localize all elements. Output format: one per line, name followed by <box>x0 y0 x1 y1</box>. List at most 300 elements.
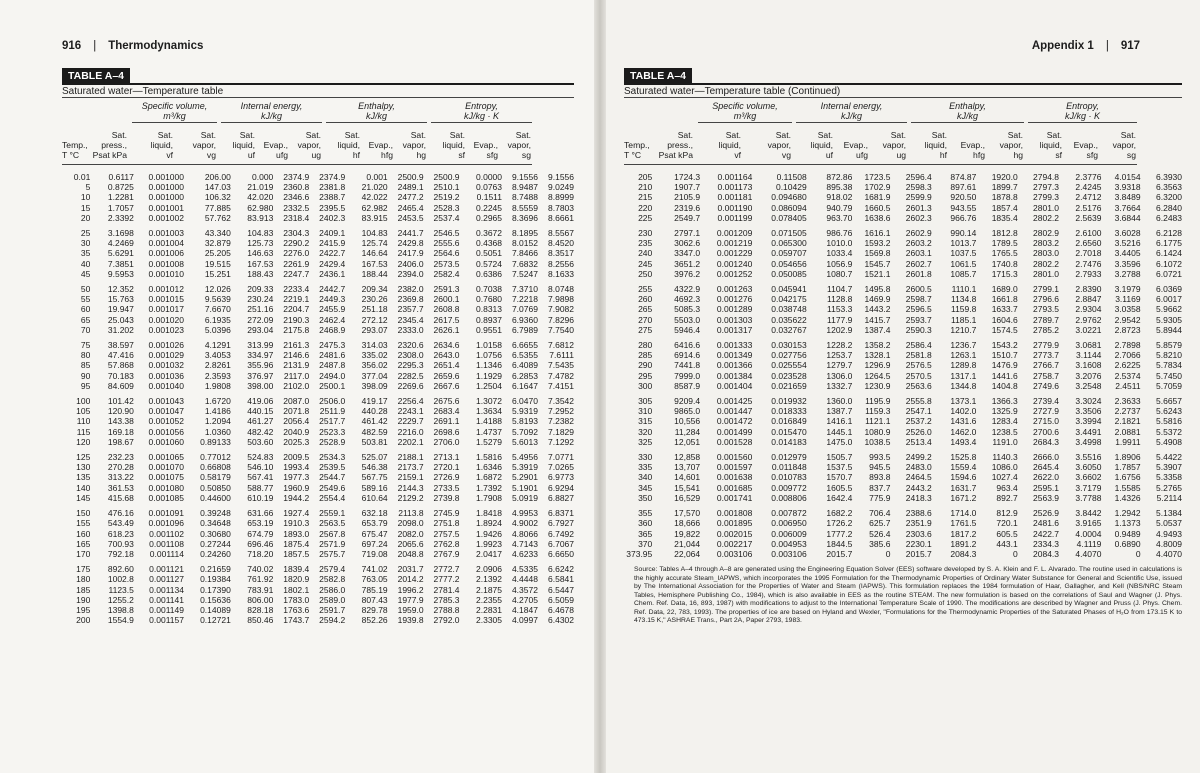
table-row <box>62 574 574 584</box>
table-cell-hg: 2799.3 <box>1033 192 1060 203</box>
table-cell-press: 21,044 <box>674 538 701 549</box>
table-cell-hg: 2691.1 <box>433 416 460 427</box>
table-cell-hg: 2481.6 <box>1033 518 1060 529</box>
table-cell-uf: 125.73 <box>247 238 274 249</box>
table-cell-ug: 2517.7 <box>319 416 346 427</box>
table-cell-uf: 293.04 <box>247 324 274 335</box>
table-cell-sf: 0.4368 <box>476 238 503 249</box>
table-cell-temp: 210 <box>638 182 653 193</box>
table-cell-sg: 7.5435 <box>548 360 574 371</box>
table-cell-hf: 1891.2 <box>950 538 977 549</box>
table-row <box>624 325 1182 335</box>
table-cell-sg: 7.8296 <box>548 314 574 325</box>
table-row <box>624 192 1182 202</box>
table-cell-hfg: 1366.3 <box>991 396 1018 407</box>
table-cell-hfg: 1633.7 <box>991 304 1018 315</box>
table-cell-vg: 0.078405 <box>771 212 807 223</box>
table-cell-press: 7999.0 <box>674 370 701 381</box>
table-cell-ufg: 1264.5 <box>864 370 891 381</box>
table-cell-hf: 632.18 <box>361 508 388 519</box>
table-row <box>62 248 574 258</box>
table-cell-sg: 6.0017 <box>1156 294 1182 305</box>
table-cell-hf: 785.19 <box>361 584 388 595</box>
table-cell-temp: 290 <box>638 360 653 371</box>
right-col-header-hf: Sat. liquid, hf <box>924 130 947 161</box>
table-cell-hg: 2733.5 <box>433 482 460 493</box>
table-cell-ufg: 2304.3 <box>283 228 310 239</box>
table-cell-ufg: 1763.6 <box>283 604 310 615</box>
table-row <box>62 182 574 192</box>
table-cell-sg: 7.1292 <box>548 436 574 447</box>
table-row <box>62 304 574 314</box>
table-cell-sg: 5.7450 <box>1156 370 1182 381</box>
table-cell-uf: 419.06 <box>247 396 274 407</box>
left-running-title: Thermodynamics <box>108 40 204 52</box>
table-cell-sg: 5.2765 <box>1156 482 1182 493</box>
table-cell-vf: 0.001317 <box>716 324 753 335</box>
table-cell-ufg: 1875.4 <box>283 538 310 549</box>
table-cell-ug: 2513.4 <box>905 436 932 447</box>
table-cell-vf: 0.001026 <box>148 340 184 351</box>
table-cell-sf: 3.6602 <box>1075 472 1102 483</box>
table-cell-sfg: 0 <box>1135 548 1141 559</box>
table-row <box>624 360 1182 370</box>
table-cell-ufg: 0 <box>885 548 891 559</box>
table-cell-ufg: 2276.0 <box>283 248 310 259</box>
table-cell-hf: 741.02 <box>361 564 388 575</box>
table-cell-sg: 5.5816 <box>1156 416 1182 427</box>
table-cell-hf: 525.07 <box>361 452 388 463</box>
table-cell-vf: 0.001447 <box>716 406 753 417</box>
table-cell-hf: 209.34 <box>361 284 388 295</box>
table-cell-vf: 0.001149 <box>149 604 184 615</box>
table-cell-temp: 70 <box>80 324 91 335</box>
table-cell-sf: 2.6560 <box>1075 238 1102 249</box>
table-cell-hg: 2555.6 <box>433 238 460 249</box>
table-row <box>624 304 1182 314</box>
table-cell-hfg: 1604.6 <box>991 314 1018 325</box>
table-cell-sf: 4.0004 <box>1075 528 1102 539</box>
table-cell-sf: 0.6386 <box>476 268 503 279</box>
table-cell-sf: 4.1119 <box>1076 538 1102 549</box>
table-cell-ufg: 1121.1 <box>865 416 891 427</box>
table-cell-sg: 5.0537 <box>1156 518 1182 529</box>
table-cell-temp: 270 <box>638 314 653 325</box>
table-cell-sfg: 1.9911 <box>1115 436 1141 447</box>
table-cell-hfg: 2417.9 <box>397 248 424 259</box>
left-col-header-hf: Sat. liquid, hf <box>337 130 360 161</box>
table-cell-sf: 3.4998 <box>1075 436 1102 447</box>
table-cell-sf: 0.2245 <box>476 202 503 213</box>
table-cell-hfg: 1543.2 <box>991 340 1018 351</box>
table-cell-temp: 220 <box>638 202 653 213</box>
table-cell-sfg: 3.6028 <box>1114 228 1141 239</box>
table-cell-sg: 6.4678 <box>548 604 574 615</box>
table-cell-hfg: 1510.7 <box>991 350 1018 361</box>
right-data-table <box>624 172 1182 559</box>
table-cell-sfg: 4.1847 <box>511 604 538 615</box>
table-cell-hfg: 1977.9 <box>397 594 424 605</box>
table-cell-sf: 0.1511 <box>476 192 503 203</box>
table-cell-vf: 0.001741 <box>716 492 753 503</box>
table-cell-uf: 1844.5 <box>826 538 853 549</box>
table-cell-uf: 1605.5 <box>826 482 853 493</box>
table-cell-uf: 2015.7 <box>826 548 853 559</box>
table-cell-uf: 482.42 <box>247 426 274 437</box>
table-cell-ufg: 2161.3 <box>283 340 310 351</box>
left-col-header-uf: Sat. liquid, uf <box>232 130 255 161</box>
table-cell-sfg: 3.1169 <box>1115 294 1141 305</box>
table-cell-ufg: 2318.4 <box>283 212 310 223</box>
table-cell-ug: 2575.7 <box>319 548 346 559</box>
table-cell-press: 5503.0 <box>674 314 701 325</box>
table-cell-hfg: 2159.1 <box>397 472 424 483</box>
table-cell-sg: 5.8944 <box>1156 324 1182 335</box>
table-row <box>624 437 1182 447</box>
left-col-header-ug: Sat. vapor, ug <box>297 130 321 161</box>
table-cell-hg: 2802.2 <box>1033 258 1060 269</box>
table-cell-sg: 5.1384 <box>1156 508 1182 519</box>
table-cell-sfg: 4.2705 <box>511 594 538 605</box>
table-cell-uf: 461.27 <box>247 416 274 427</box>
table-cell-sfg: 7.6832 <box>511 258 538 269</box>
table-cell-hg: 2802.2 <box>1033 212 1060 223</box>
table-cell-sfg: 8.0152 <box>511 238 538 249</box>
table-cell-sfg: 2.6225 <box>1114 360 1141 371</box>
table-cell-sfg: 7.2218 <box>511 294 538 305</box>
table-cell-sfg: 8.5559 <box>511 202 538 213</box>
table-cell-vg: 77.885 <box>204 202 231 213</box>
table-cell-vg: 0.34648 <box>200 518 231 529</box>
table-cell-uf: 83.913 <box>247 212 274 223</box>
table-cell-sfg: 9.1556 <box>511 172 538 182</box>
table-cell-ug: 2443.2 <box>905 482 932 493</box>
table-cell-hfg: 1939.8 <box>397 615 424 626</box>
table-cell-hf: 1817.2 <box>950 528 977 539</box>
table-cell-sg: 8.4520 <box>548 238 574 249</box>
right-col-header-hg: Sat. vapor, hg <box>999 130 1023 161</box>
table-cell-ufg: 2102.0 <box>283 380 310 391</box>
table-cell-vf: 0.001006 <box>148 248 184 259</box>
table-cell-hf: 1594.6 <box>950 472 977 483</box>
table-cell-ug: 2554.4 <box>319 492 346 503</box>
table-cell-uf: 1056.9 <box>826 258 853 269</box>
table-cell-sfg: 5.3919 <box>511 462 538 473</box>
table-cell-press: 2549.7 <box>674 212 701 223</box>
table-cell-sfg: 3.1979 <box>1114 284 1141 295</box>
table-cell-vg: 5.0396 <box>204 324 231 335</box>
table-cell-sg: 7.6812 <box>548 340 574 351</box>
table-cell-hg: 2789.7 <box>1033 314 1060 325</box>
table-cell-sg: 7.4151 <box>548 380 574 391</box>
table-cell-ufg: 1495.8 <box>864 284 891 295</box>
table-cell-ufg: 1159.3 <box>865 406 891 417</box>
table-cell-sg: 4.9493 <box>1156 528 1182 539</box>
table-cell-hfg: 2243.1 <box>397 406 424 417</box>
table-cell-hg: 2799.1 <box>1033 284 1060 295</box>
table-cell-sg: 6.5841 <box>548 574 574 585</box>
table-cell-vg: 0.007872 <box>771 508 807 519</box>
table-row <box>62 518 574 528</box>
table-cell-sg: 7.9082 <box>548 304 574 315</box>
table-cell-temp: 130 <box>76 462 91 473</box>
table-cell-ug: 2570.5 <box>905 370 932 381</box>
table-cell-temp: 85 <box>80 360 91 371</box>
table-cell-vg: 0.11508 <box>776 172 807 182</box>
table-cell-vg: 7.6670 <box>204 304 231 315</box>
table-cell-vf: 0.001075 <box>148 472 184 483</box>
table-cell-hf: 1761.5 <box>950 518 977 529</box>
table-cell-hg: 2622.0 <box>1033 472 1060 483</box>
table-cell-sf: 0.5051 <box>476 248 503 259</box>
table-cell-press: 232.23 <box>107 452 134 463</box>
table-cell-sfg: 8.7488 <box>511 192 538 203</box>
table-cell-uf: 42.020 <box>247 192 274 203</box>
table-cell-hf: 146.64 <box>361 248 388 259</box>
table-cell-press: 3.1698 <box>107 228 134 239</box>
table-cell-sg: 5.3907 <box>1156 462 1182 473</box>
table-cell-sf: 2.2831 <box>476 604 503 615</box>
table-cell-hfg: 2031.7 <box>397 564 424 575</box>
table-cell-hg: 2801.0 <box>1033 202 1060 213</box>
left-col-header-temp: Temp., T °C <box>62 140 88 161</box>
table-cell-sfg: 0.6890 <box>1114 538 1141 549</box>
table-cell-vf: 0.001004 <box>148 238 184 249</box>
table-cell-sf: 0.8313 <box>476 304 503 315</box>
table-cell-ufg: 1702.9 <box>864 182 891 193</box>
table-cell-ufg: 1681.9 <box>864 192 891 203</box>
table-cell-ufg: 1723.5 <box>864 172 891 182</box>
table-cell-hfg: 2098.0 <box>397 518 424 529</box>
table-cell-vg: 0.011848 <box>771 462 807 473</box>
table-cell-sg: 6.9294 <box>548 482 574 493</box>
table-cell-press: 10,556 <box>674 416 701 427</box>
table-cell-ug: 2303.6 <box>905 528 932 539</box>
table-cell-press: 313.22 <box>107 472 134 483</box>
table-cell-hf: 125.74 <box>361 238 388 249</box>
right-title-rule <box>624 83 1182 85</box>
table-cell-ufg: 1857.5 <box>283 548 310 559</box>
left-group-entropy: Entropy, kJ/kg · K <box>431 101 532 121</box>
table-cell-press: 143.38 <box>107 416 134 427</box>
table-cell-press: 25.043 <box>107 314 134 325</box>
table-cell-sf: 2.1392 <box>476 574 503 585</box>
table-cell-hfg: 1476.9 <box>991 360 1018 371</box>
table-cell-vf: 0.001060 <box>148 436 184 447</box>
table-row <box>624 508 1182 518</box>
table-cell-press: 1123.5 <box>108 584 134 595</box>
table-cell-hg: 2334.3 <box>1033 538 1060 549</box>
table-cell-ufg: 2346.6 <box>283 192 310 203</box>
table-row <box>62 238 574 248</box>
table-cell-hg: 2779.9 <box>1033 340 1060 351</box>
table-cell-sg: 5.5372 <box>1156 426 1182 437</box>
table-cell-vg: 0.30680 <box>200 528 231 539</box>
table-cell-vg: 0.58179 <box>200 472 231 483</box>
table-cell-sf: 1.1346 <box>476 360 503 371</box>
table-cell-uf: 334.97 <box>247 350 274 361</box>
table-cell-press: 6416.6 <box>674 340 701 351</box>
table-cell-ug: 2603.1 <box>905 248 932 259</box>
table-cell-ufg: 1545.7 <box>864 258 891 269</box>
table-cell-uf: 313.99 <box>247 340 274 351</box>
table-cell-sfg: 4.9002 <box>511 518 538 529</box>
table-cell-ufg: 1415.7 <box>864 314 891 325</box>
table-cell-sfg: 5.7092 <box>511 426 538 437</box>
table-cell-ug: 2576.5 <box>905 360 932 371</box>
table-cell-hf: 419.17 <box>361 396 388 407</box>
table-cell-press: 0.8725 <box>107 182 134 193</box>
table-cell-ug: 2579.4 <box>319 564 346 575</box>
table-cell-vg: 0.015470 <box>771 426 807 437</box>
table-cell-ufg: 2261.9 <box>283 258 310 269</box>
table-cell-uf: 1306.0 <box>826 370 853 381</box>
table-cell-vg: 0.050085 <box>771 268 807 279</box>
table-row <box>62 472 574 482</box>
table-cell-ufg: 945.5 <box>869 462 891 473</box>
table-cell-hfg: 2441.7 <box>397 228 424 239</box>
table-cell-vf: 0.002217 <box>716 538 753 549</box>
table-cell-ug: 2429.4 <box>319 258 346 269</box>
table-cell-press: 5085.3 <box>674 304 701 315</box>
table-cell-sf: 1.3634 <box>476 406 503 417</box>
table-cell-hfg: 2320.6 <box>397 340 424 351</box>
table-cell-temp: 330 <box>638 452 653 463</box>
table-cell-hfg: 2048.8 <box>397 548 424 559</box>
table-row <box>62 192 574 202</box>
table-cell-temp: 105 <box>76 406 91 417</box>
table-row <box>62 203 574 213</box>
table-cell-hfg: 2477.2 <box>397 192 424 203</box>
table-row <box>62 371 574 381</box>
table-row <box>624 315 1182 325</box>
table-cell-vf: 0.001808 <box>716 508 753 519</box>
table-cell-press: 9.5953 <box>107 268 134 279</box>
table-cell-hf: 440.28 <box>361 406 388 417</box>
table-cell-ufg: 2190.3 <box>283 314 310 325</box>
table-row <box>62 416 574 426</box>
table-row <box>624 238 1182 248</box>
table-cell-ufg: 2247.7 <box>283 268 310 279</box>
table-cell-sg: 6.4302 <box>548 615 574 626</box>
table-cell-ug: 2388.6 <box>905 508 932 519</box>
table-cell-temp: 135 <box>76 472 91 483</box>
table-cell-vf: 0.001000 <box>148 192 184 203</box>
left-table-label: TABLE A–4 <box>62 68 130 85</box>
table-row <box>624 493 1182 503</box>
table-cell-sfg: 4.5335 <box>511 564 538 575</box>
table-cell-sf: 1.1929 <box>476 370 503 381</box>
table-cell-hfg: 2065.6 <box>397 538 424 549</box>
table-cell-sfg: 3.4405 <box>1114 248 1141 259</box>
table-cell-vf: 0.001289 <box>716 304 753 315</box>
table-cell-hfg: 1765.5 <box>991 248 1018 259</box>
table-cell-hf: 829.78 <box>361 604 388 615</box>
table-cell-vf: 0.001091 <box>148 508 184 519</box>
table-cell-sfg: 6.2853 <box>511 370 538 381</box>
table-cell-press: 31.202 <box>107 324 134 335</box>
table-cell-vg: 0.018333 <box>771 406 807 417</box>
table-cell-hfg: 2406.0 <box>397 258 424 269</box>
table-cell-hf: 1159.8 <box>950 304 977 315</box>
table-cell-hfg: 0 <box>1012 548 1018 559</box>
table-cell-ufg: 1328.1 <box>864 350 891 361</box>
table-cell-hf: 897.61 <box>950 182 977 193</box>
table-cell-temp: 75 <box>80 340 91 351</box>
table-cell-ufg: 1960.9 <box>283 482 310 493</box>
table-cell-sf: 1.4188 <box>476 416 503 427</box>
table-cell-vf: 0.001499 <box>716 426 753 437</box>
table-cell-ufg: 1358.2 <box>864 340 891 351</box>
table-cell-vg: 0.003106 <box>771 548 807 559</box>
table-cell-sf: 2.4245 <box>1075 182 1102 193</box>
table-cell-hf: 0.001 <box>366 172 388 182</box>
table-row <box>62 595 574 605</box>
table-row <box>624 381 1182 391</box>
table-cell-uf: 696.46 <box>247 538 274 549</box>
table-cell-hf: 1236.7 <box>950 340 977 351</box>
table-cell-vf: 0.001181 <box>717 192 753 203</box>
table-cell-vg: 0.025554 <box>771 360 807 371</box>
table-cell-temp: 25 <box>80 228 91 239</box>
left-group-specific-volume: Specific volume, m³/kg <box>132 101 217 121</box>
table-cell-sg: 8.1633 <box>548 268 574 279</box>
table-cell-hfg: 812.9 <box>996 508 1018 519</box>
table-cell-vf: 0.001638 <box>716 472 753 483</box>
table-cell-sf: 2.7018 <box>1075 248 1102 259</box>
table-cell-vg: 0.89133 <box>200 436 231 447</box>
table-cell-vg: 25.205 <box>204 248 231 259</box>
table-cell-hg: 2537.4 <box>433 212 460 223</box>
table-cell-temp: 310 <box>638 406 653 417</box>
table-cell-sfg: 6.4089 <box>511 360 538 371</box>
table-cell-sfg: 4.3572 <box>511 584 538 595</box>
table-cell-vf: 0.001597 <box>716 462 753 473</box>
table-cell-sg: 5.7059 <box>1156 380 1182 391</box>
table-cell-temp: 110 <box>76 416 91 427</box>
table-cell-hf: 1185.1 <box>950 314 977 325</box>
table-cell-ug: 2464.5 <box>905 472 932 483</box>
table-cell-sfg: 6.5355 <box>511 350 538 361</box>
table-cell-vf: 0.001528 <box>716 436 753 447</box>
table-cell-sf: 2.2355 <box>476 594 503 605</box>
table-cell-ufg: 1944.2 <box>283 492 310 503</box>
table-cell-uf: 1228.2 <box>826 340 853 351</box>
table-cell-vf: 0.001229 <box>716 248 753 259</box>
table-cell-ug: 2599.9 <box>905 192 932 203</box>
table-cell-press: 415.68 <box>107 492 134 503</box>
table-cell-hf: 1714.0 <box>950 508 977 519</box>
table-cell-vf: 0.001017 <box>148 304 184 315</box>
table-cell-sf: 3.7179 <box>1075 482 1102 493</box>
table-cell-sf: 2.3776 <box>1075 172 1102 182</box>
table-cell-vf: 0.001032 <box>148 360 184 371</box>
table-cell-hf: 314.03 <box>361 340 388 351</box>
table-cell-vf: 0.001108 <box>149 538 184 549</box>
table-row <box>62 585 574 595</box>
table-cell-press: 57.868 <box>107 360 134 371</box>
table-cell-temp: 20 <box>80 212 91 223</box>
table-cell-temp: 275 <box>638 324 653 335</box>
table-cell-sf: 1.8924 <box>476 518 503 529</box>
table-cell-ufg: 1230.9 <box>864 380 891 391</box>
table-cell-ug: 2494.0 <box>319 370 346 381</box>
table-cell-sfg: 4.6233 <box>511 548 538 559</box>
table-cell-vg: 0.006009 <box>771 528 807 539</box>
table-cell-vf: 0.001001 <box>148 202 184 213</box>
table-cell-ufg: 1743.7 <box>283 615 310 626</box>
table-cell-ug: 2589.0 <box>319 594 346 605</box>
